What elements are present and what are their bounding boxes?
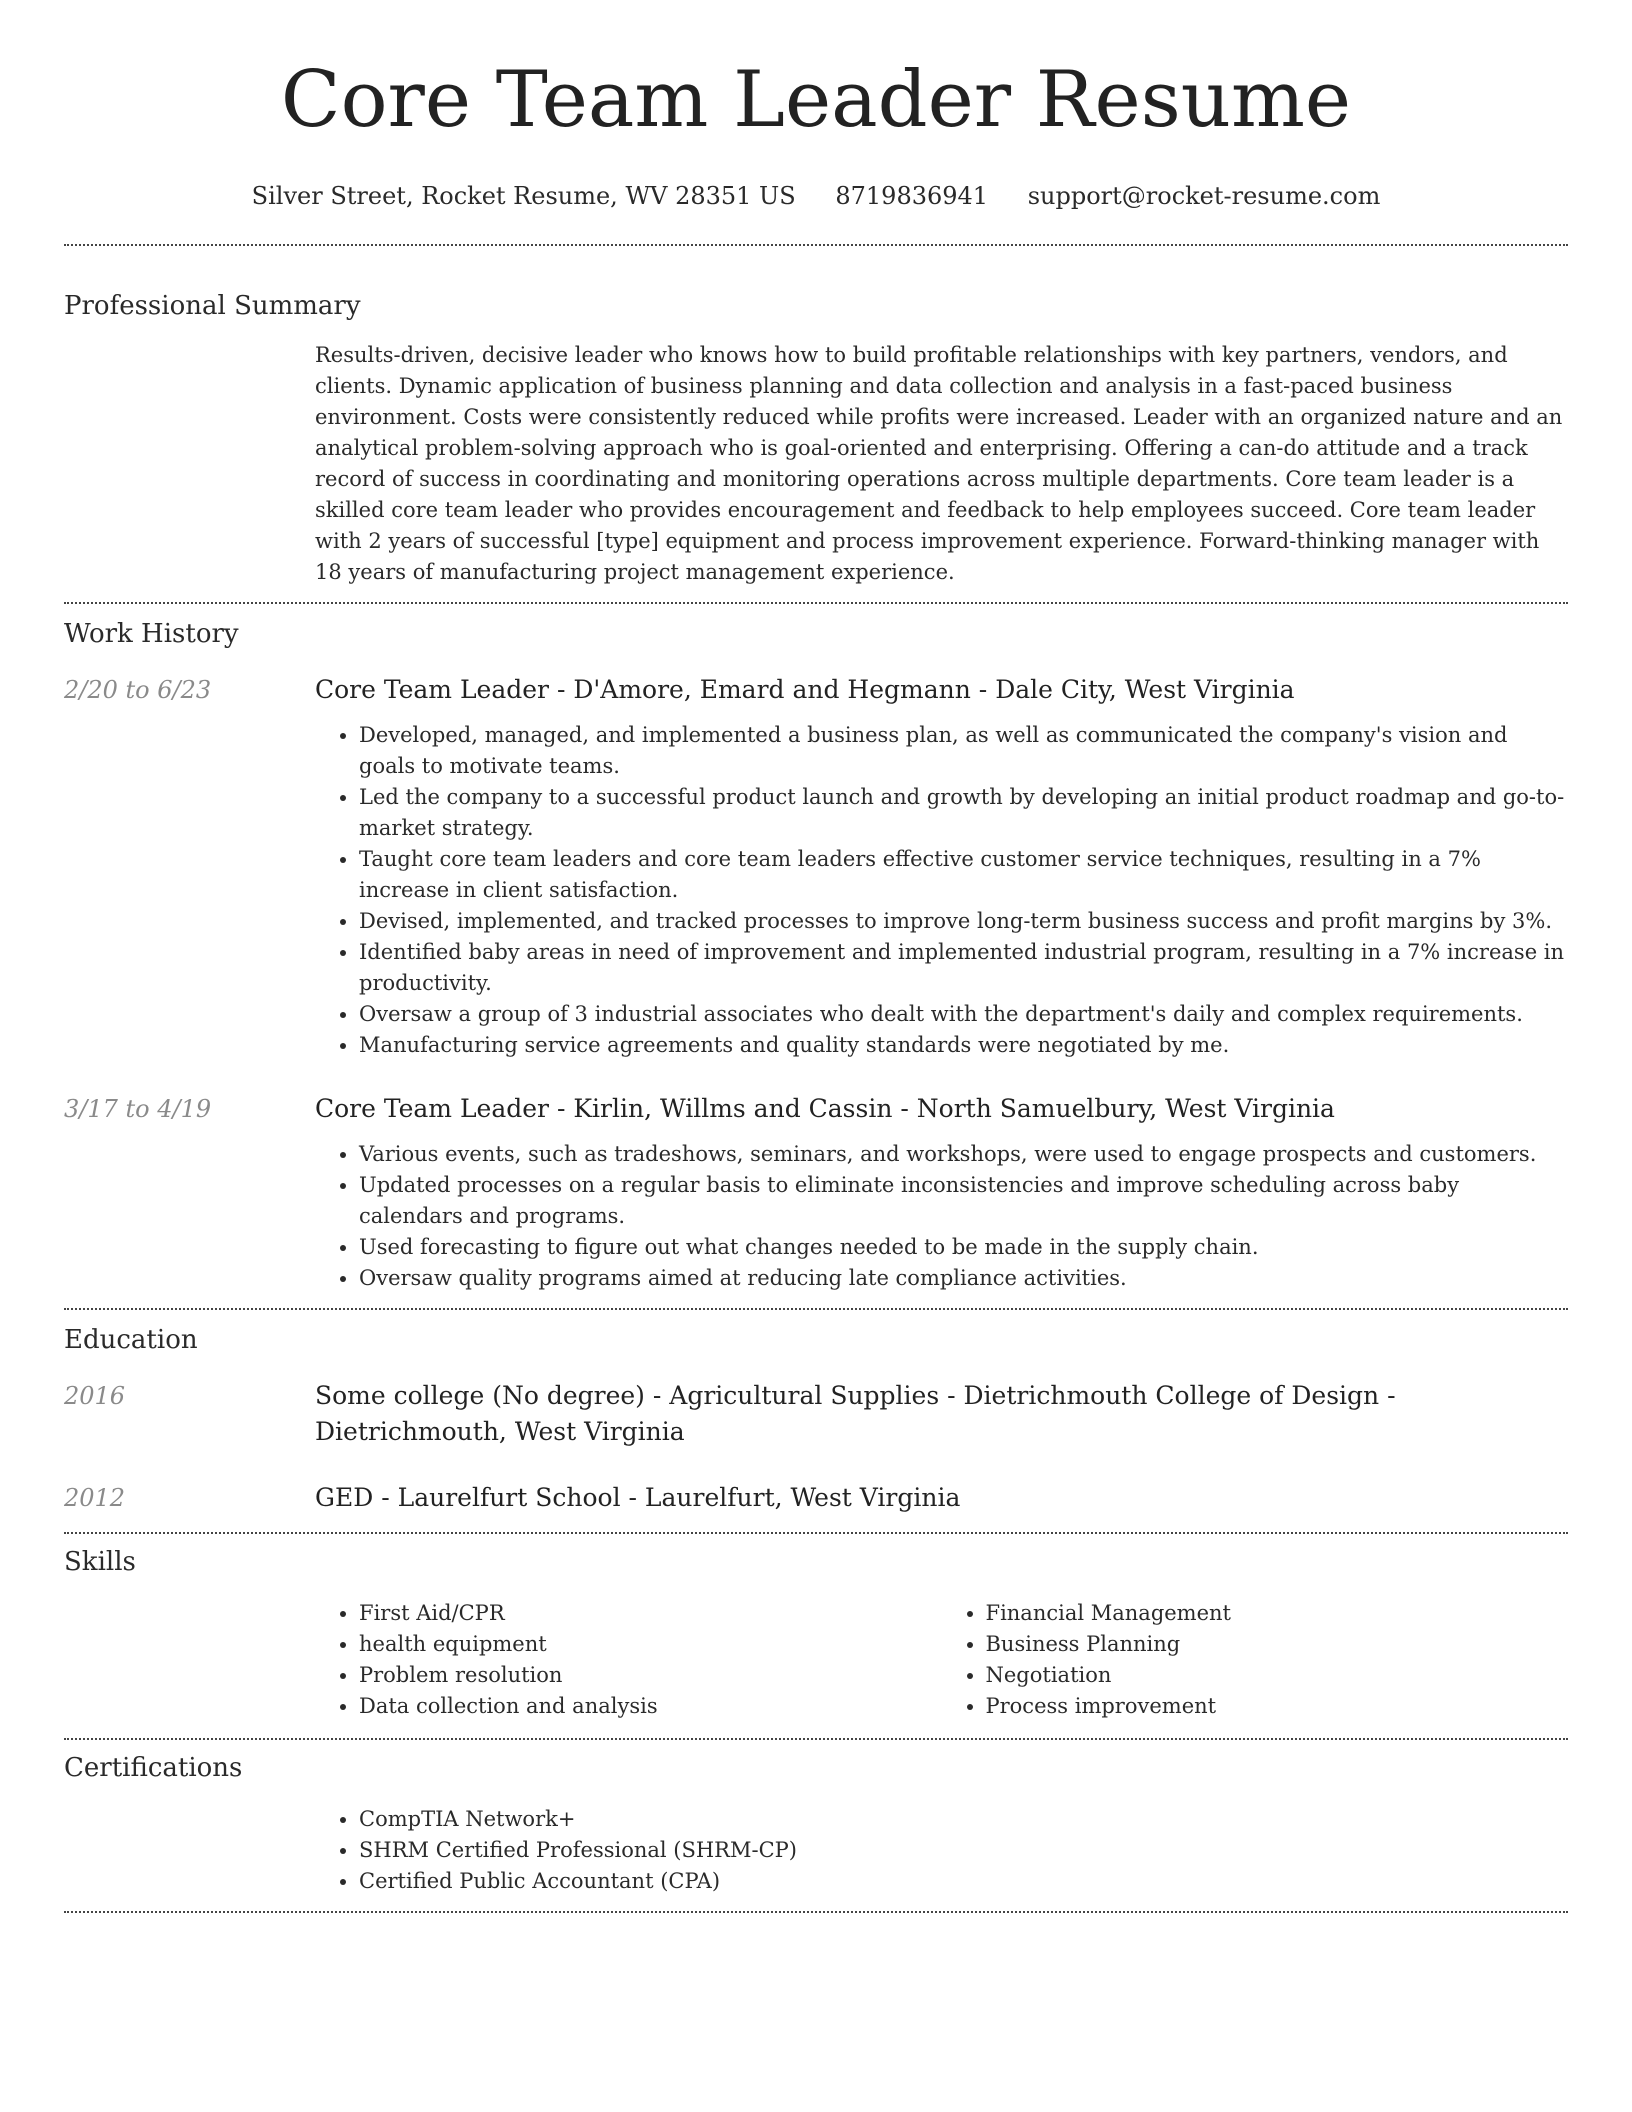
job-entry [64,672,1568,1061]
job-dates: 2/20 to 6/23 [64,676,212,704]
list-item: • health equipment [359,1629,942,1660]
list-item: • First Aid/CPR [359,1598,942,1629]
divider [64,602,1568,604]
summary-text: Results-driven, decisive leader who knows how to build profitable relationships with key partners, vendors, and clients. Dynamic application of business planning and data collection and analysis in a fast-paced business environment. Costs were consistently reduced while profits were increased. Leader with an organized nature and an analytical problem-solving approach who is goal-oriented and enterprising. Offering a can-do attitude and a track record of success in coordinating and monitoring operations across multiple departments. Core team leader is a skilled core team leader who provides encouragement and feedback to help employees succeed. Core team leader with 2 years of successful [type] equipment and process improvement experience. Forward-thinking manager with 18 years of manufacturing project management experience. [315,343,1563,584]
contact-email: support@rocket-resume.com [1027,182,1381,210]
list-item: • Updated processes on a regular basis to eliminate inconsistencies and improve scheduling across baby calendars and programs. [359,1170,1568,1232]
list-item: • Process improvement [986,1691,1569,1722]
education-heading: Some college (No degree) - Agricultural Supplies - Dietrichmouth College of Design - Dietrichmouth, West Virginia [315,1381,1396,1446]
skills-list-left [315,1598,942,1722]
list-item: • Led the company to a successful product launch and growth by developing an initial product roadmap and go-to-market strategy. [359,782,1568,844]
job-bullet-list [315,1139,1568,1294]
divider [64,1532,1568,1534]
section-title-certifications: Certifications [64,1753,243,1783]
divider [64,244,1568,246]
list-item: • Oversaw quality programs aimed at reducing late compliance activities. [359,1263,1568,1294]
job-heading: Core Team Leader - D'Amore, Emard and Hegmann - Dale City, West Virginia [315,675,1295,704]
divider [64,1911,1568,1913]
skills-block [315,1598,1568,1722]
list-item: • Used forecasting to figure out what changes needed to be made in the supply chain. [359,1232,1568,1263]
section-title-education: Education [64,1325,198,1355]
list-item: • CompTIA Network+ [359,1804,1568,1835]
education-year: 2016 [64,1382,126,1410]
contact-address: Silver Street, Rocket Resume, WV 28351 US [251,182,796,210]
job-entry [64,1091,1568,1294]
list-item: • Manufacturing service agreements and quality standards were negotiated by me. [359,1030,1568,1061]
skills-list-right [942,1598,1569,1722]
job-heading: Core Team Leader - Kirlin, Willms and Cassin - North Samuelbury, West Virginia [315,1094,1335,1123]
job-bullets [315,720,1568,1061]
job-dates: 3/17 to 4/19 [64,1095,212,1123]
list-item: • Identified baby areas in need of improvement and implemented industrial program, resulting in a 7% increase in productivity. [359,937,1568,999]
list-item: • Negotiation [986,1660,1569,1691]
job-bullet-list [315,720,1568,1061]
list-item: • Certified Public Accountant (CPA) [359,1866,1568,1897]
list-item: • Taught core team leaders and core team leaders effective customer service techniques, resulting in a 7% increase in client satisfaction. [359,844,1568,906]
contact-line [64,180,1568,212]
summary-block [315,340,1568,588]
education-year: 2012 [64,1484,126,1512]
education-entry [64,1378,1568,1450]
list-item: • Business Planning [986,1629,1569,1660]
list-item: • SHRM Certified Professional (SHRM-CP) [359,1835,1568,1866]
list-item: • Problem resolution [359,1660,942,1691]
education-entry [64,1480,1568,1516]
section-title-summary: Professional Summary [64,291,361,321]
list-item: • Oversaw a group of 3 industrial associates who dealt with the department's daily and complex requirements. [359,999,1568,1030]
divider [64,1308,1568,1310]
job-header [64,672,1568,708]
section-title-skills: Skills [64,1547,136,1577]
job-header [64,1091,1568,1127]
section-title-work: Work History [64,619,239,649]
list-item: • Financial Management [986,1598,1569,1629]
list-item: • Developed, managed, and implemented a business plan, as well as communicated the company's vision and goals to motivate teams. [359,720,1568,782]
certifications-block [315,1804,1568,1897]
job-bullets [315,1139,1568,1294]
divider [64,1738,1568,1740]
education-heading: GED - Laurelfurt School - Laurelfurt, West Virginia [315,1483,961,1512]
certifications-list [315,1804,1568,1897]
list-item: • Devised, implemented, and tracked processes to improve long-term business success and profit margins by 3%. [359,906,1568,937]
resume-title: Core Team Leader Resume [280,55,1352,145]
contact-phone: 8719836941 [835,182,989,210]
list-item: • Data collection and analysis [359,1691,942,1722]
list-item: • Various events, such as tradeshows, seminars, and workshops, were used to engage prospects and customers. [359,1139,1568,1170]
